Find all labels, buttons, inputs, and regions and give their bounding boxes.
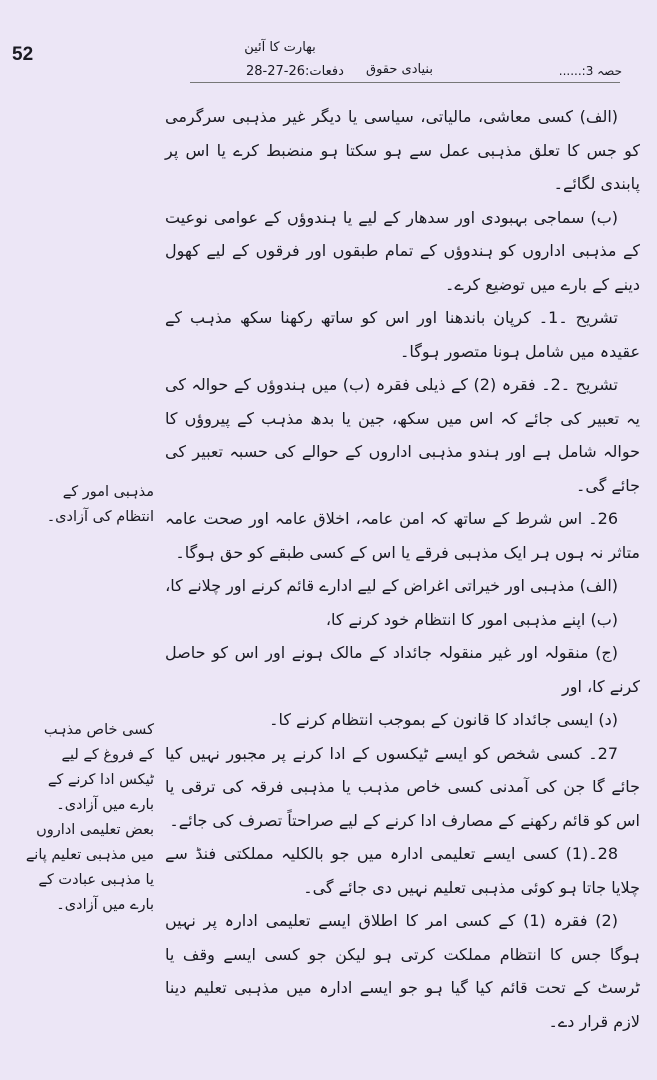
paragraph: 27۔ کسی شخص کو ایسے ٹیکسوں کے ادا کرنے پر مجبور نہیں کیا جائے گا جن کی آمدنی کسی خاص مذہب یا مذہبی فرقہ کی ترقی یا اس کو قائم رکھنے کے مصارف ادا کرنے کے لیے صراحتاً تصرف کی جائے۔ <box>165 743 640 830</box>
paragraph: (د) ایسی جائداد کا قانون کے بموجب انتظام کرنے کا۔ <box>269 710 618 729</box>
paragraph: تشریح ۔2۔ فقرہ (2) کے ذیلی فقرہ (ب) میں ہندوؤں کے حوالہ کی یہ تعبیر کی جائے کہ اس میں سکھ، جین یا بدھ مذہب کے پیروؤں کا حوالہ شامل ہے اور ہندو مذہبی اداروں کے حوالے کی حسبہ تعبیر کی جائے گی۔ <box>165 375 640 495</box>
main-text <box>165 100 640 1038</box>
paragraph: تشریح ۔1۔ کرپان باندھنا اور اس کو ساتھ رکھنا سکھ مذہب کے عقیدہ میں شامل ہونا متصور ہوگا۔ <box>165 308 640 361</box>
paragraph: 26۔ اس شرط کے ساتھ کہ امن عامہ، اخلاق عامہ اور صحت عامہ متاثر نہ ہوں ہر ایک مذہبی فرقے یا اس کے کسی طبقے کو حق ہوگا۔ <box>165 509 640 562</box>
paragraph: (الف) کسی معاشی، مالیاتی، سیاسی یا دیگر غیر مذہبی سرگرمی کو جس کا تعلق مذہبی عمل سے ہو سکتا ہو منضبط کرے یا اس پر پابندی لگائے۔ <box>165 107 640 193</box>
margin-note: کسی خاص مذہب کے فروغ کے لیے ٹیکس ادا کرنے کے بارے میں آزادی۔ <box>43 722 154 813</box>
page-number: 52 <box>12 44 34 65</box>
paragraph: (ج) منقولہ اور غیر منقولہ جائداد کے مالک ہونے اور اس کو حاصل کرنے کا، اور <box>165 643 640 696</box>
paragraph: 28۔(1) کسی ایسے تعلیمی ادارہ میں جو بالکلیہ مملکتی فنڈ سے چلایا جاتا ہو کوئی مذہبی تعلیم نہیں دی جائے گی۔ <box>165 844 640 897</box>
part-label: حصہ 3:...... <box>558 64 622 78</box>
margin-note: مذہبی امور کے انتظام کی آزادی۔ <box>46 484 154 525</box>
chapter-title: بنیادی حقوق <box>366 62 433 77</box>
paragraph: (الف) مذہبی اور خیراتی اغراض کے لیے ادارے قائم کرنے اور چلانے کا، <box>165 576 618 595</box>
paragraph: (ب) اپنے مذہبی امور کا انتظام خود کرنے کا، <box>325 609 618 629</box>
margin-note: بعض تعلیمی اداروں میں مذہبی تعلیم پانے یا مذہبی عبادت کے بارے میں آزادی۔ <box>25 822 154 913</box>
book-title: بھارت کا آئین <box>244 40 316 55</box>
articles-range: دفعات:26-27-28 <box>246 64 344 79</box>
header-rule <box>190 82 620 83</box>
paragraph: (ب) سماجی بہبودی اور سدھار کے لیے یا ہندوؤں کے عوامی نوعیت کے مذہبی اداروں کو ہندوؤں کے تمام طبقوں اور فرقوں کے لیے کھول دینے کے بارے میں توضیع کرے۔ <box>165 207 640 294</box>
paragraph: (2) فقرہ (1) کے کسی امر کا اطلاق ایسے تعلیمی ادارہ پر نہیں ہوگا جس کا انتظام مملکت کرتی ہو لیکن جو کسی ایسے وقف یا ٹرسٹ کے تحت قائم کیا گیا ہو جو ایسے ادارہ میں مذہبی تعلیم دینا لازم قرار دے۔ <box>165 911 640 1031</box>
